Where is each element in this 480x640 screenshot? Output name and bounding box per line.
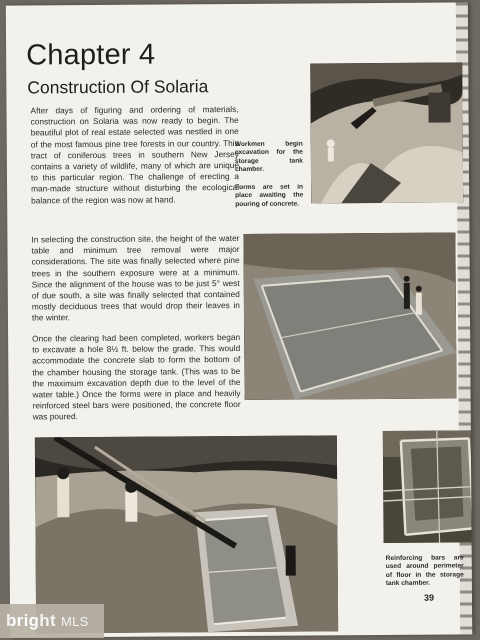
page-number: 39 bbox=[423, 592, 434, 603]
photo-icon bbox=[243, 232, 456, 399]
paragraph-3: Once the clearing had been completed, workers began to excavate a hole 8½ ft. below the grade. This would accommodate the concrete slab to form the bottom of the chamber housing the storage tank. (This was to be the maximum excavation depth due to the level of the water table.) Once the forms were in place and heavily reinforced steel bars were positioned, the concrete floor was poured. bbox=[32, 331, 241, 422]
caption-excavation: Workmen begin excavation for the storage tank chamber. bbox=[234, 140, 303, 173]
photo-excavation bbox=[310, 62, 463, 203]
bright-mls-watermark bbox=[0, 604, 104, 638]
photo-bars bbox=[383, 430, 472, 543]
chapter-heading: Chapter 4 bbox=[26, 38, 156, 72]
book-page bbox=[6, 2, 472, 637]
photo-icon bbox=[383, 430, 472, 543]
watermark-logo: bright MLS bbox=[6, 611, 89, 630]
caption-bars: Reinforcing bars are used around perimeter of floor in the storage tank chamber. bbox=[385, 554, 464, 587]
chapter-title: Construction Of Solaria bbox=[27, 76, 209, 98]
paragraph-1: After days of figuring and ordering of materials, construction on Solaria was now ready to begin. The beautiful plot of real estate selected was nestled in one of the most famous pine tree forests in our country. This tract of coniferous trees in southern New Jersey contains a variety of wildlife, many of which are unique to this particular region. The challenge of erecting a man-made structure without disturbing the ecological balance of the region was now at hand. bbox=[30, 103, 240, 206]
photo-forms bbox=[243, 232, 456, 399]
photo-icon bbox=[310, 62, 463, 203]
caption-forms: Forms are set in place awaiting the pouring of concrete. bbox=[235, 183, 304, 208]
paragraph-2: In selecting the construction site, the height of the water table and minimum tree removal were major considerations. The site was finally selected where pine trees in the southern exposure were at a minimum. Since the alignment of the house was to be just 5° west of due south, a site was finally selected that contained mostly deciduous trees that would drop their leaves in the winter. bbox=[31, 232, 240, 323]
